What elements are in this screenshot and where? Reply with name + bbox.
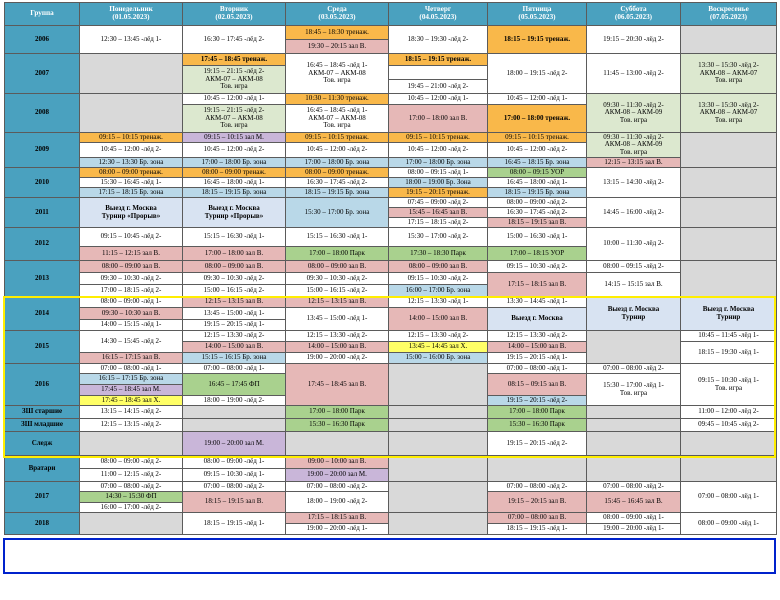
cell-2014-fri-b: Выезд г. Москва	[488, 308, 587, 331]
cell-2013-thu-c: 16:00 – 17:00 Бр. зона	[389, 285, 488, 297]
cell-2012-sun	[681, 228, 777, 261]
cell-2016-mon-d: 17:45 – 18:45 зал Х.	[80, 396, 183, 406]
cell-2016-tue-c: 18:00 – 19:00 -лёд 2-	[183, 396, 286, 406]
cell-2013-fri-b: 17:15 – 18:15 зал В.	[488, 273, 587, 297]
cell-vrat-sat	[587, 456, 681, 482]
cell-2007-fri: 18:00 – 19:15 -лёд 2-	[488, 54, 587, 94]
cell-2009-tue-b: 10:45 – 12:00 -лёд 2-	[183, 143, 286, 158]
cell-2015-wed-c: 19:00 – 20:00 -лёд 2-	[286, 353, 389, 364]
cell-vrat-sun	[681, 456, 777, 482]
cell-zsh-st-tue	[183, 406, 286, 419]
cell-zsh-ml-fri: 15:30 – 16:30 Парк	[488, 419, 587, 432]
cell-2012-thu-a: 15:30 – 17:00 -лёд 2-	[389, 228, 488, 247]
header-day-tue: Вторник (02.05.2023)	[183, 3, 286, 26]
cell-2006-thu: 18:30 – 19:30 -лёд 2-	[389, 26, 488, 54]
cell-zsh-st-wed: 17:00 – 18:00 Парк	[286, 406, 389, 419]
cell-2013-tue-c: 15:00 – 16:15 -лёд 2-	[183, 285, 286, 297]
cell-2008-fri-a: 10:45 – 12:00 -лёд 1-	[488, 94, 587, 105]
cell-2014-tue-c: 19:15 – 20:15 -лёд 1-	[183, 320, 286, 331]
cell-2009-wed-c: 17:00 – 18:00 Бр. зона	[286, 158, 389, 168]
cell-2012-thu-b: 17:30 – 18:30 Парк	[389, 247, 488, 261]
cell-2016-fri-c: 19:15 – 20:15 -лёд 2-	[488, 396, 587, 406]
cell-2009-thu-b: 10:45 – 12:00 -лёд 2-	[389, 143, 488, 158]
cell-2013-mon-a: 08:00 – 09:00 зал В.	[80, 261, 183, 273]
cell-2006-tue: 16:30 – 17:45 -лёд 2-	[183, 26, 286, 54]
cell-2008-sun: 13:30 – 15:30 -лёд 2- АКМ-08 – АКМ-07 Тов. игра	[681, 94, 777, 133]
cell-2008-thu-a: 10:45 – 12:00 -лёд 1-	[389, 94, 488, 105]
cell-2015-mon-b: 16:15 – 17:15 зал В.	[80, 353, 183, 364]
cell-2018-wed-b: 19:00 – 20:00 -лёд 1-	[286, 524, 389, 535]
cell-2018-fri-a: 07:00 – 08:00 зал В.	[488, 513, 587, 524]
cell-2012-mon-b: 11:15 – 12:15 зал В.	[80, 247, 183, 261]
cell-2011-sat: 14:45 – 16:00 -лёд 2-	[587, 198, 681, 228]
header-day-sat: Суббота (06.05.2023)	[587, 3, 681, 26]
cell-2010-mon-b: 15:30 – 16:45 -лёд 1-	[80, 178, 183, 188]
cell-zsh-ml-mon: 12:15 – 13:15 -лёд 2-	[80, 419, 183, 432]
cell-2010-thu-c: 19:15 – 20:15 тренаж.	[389, 188, 488, 198]
cell-2013-wed-c: 15:00 – 16:15 -лёд 2-	[286, 285, 389, 297]
cell-vrat-wed-a: 09:00 – 10:00 зал В.	[286, 456, 389, 469]
cell-2009-sat-a: 09:30 – 11:30 -лёд 2- АКМ-08 – АКМ-09 Тов. игра	[587, 133, 681, 158]
cell-2011-fri-a: 08:00 – 09:00 -лёд 2-	[488, 198, 587, 208]
header-day-fri: Пятница (05.05.2023)	[488, 3, 587, 26]
cell-2013-sat-a: 08:00 – 09:15 -лёд 2-	[587, 261, 681, 273]
cell-2014-wed-a: 12:15 – 13:15 зал В.	[286, 297, 389, 308]
cell-vrat-fri	[488, 456, 587, 482]
cell-2006-sun	[681, 26, 777, 54]
cell-zsh-ml-wed: 15:30 – 16:30 Парк	[286, 419, 389, 432]
cell-2014-mon-b: 09:30 – 10:30 зал В.	[80, 308, 183, 320]
cell-2010-sun	[681, 168, 777, 198]
cell-2009-fri-c: 16:45 – 18:15 Бр. зона	[488, 158, 587, 168]
cell-2017-tue-b: 18:15 – 19:15 зал В.	[183, 492, 286, 513]
group-2016: 2016	[5, 364, 80, 406]
cell-2009-mon-a: 09:15 – 10:15 тренаж.	[80, 133, 183, 143]
cell-2018-tue: 18:15 – 19:15 -лёд 1-	[183, 513, 286, 535]
cell-2012-mon-a: 09:15 – 10:45 -лёд 2-	[80, 228, 183, 247]
cell-2017-fri-a: 07:00 – 08:00 -лёд 2-	[488, 482, 587, 492]
header-day-sun: Воскресенье (07.05.2023)	[681, 3, 777, 26]
header-day-mon: Понедельник (01.05.2023)	[80, 3, 183, 26]
cell-vrat-tue-b: 09:15 – 10:30 -лёд 1-	[183, 469, 286, 482]
cell-zsh-st-mon: 13:15 – 14:15 -лёд 2-	[80, 406, 183, 419]
schedule-table	[4, 2, 777, 535]
cell-sled-fri: 19:15 – 20:15 -лёд 2-	[488, 432, 587, 456]
cell-2017-wed-a: 07:00 – 08:00 -лёд 2-	[286, 482, 389, 492]
cell-2018-sun: 08:00 – 09:00 -лёд 1-	[681, 513, 777, 535]
highlight-blue-frame	[3, 538, 776, 574]
cell-2009-fri-b: 10:45 – 12:00 -лёд 2-	[488, 143, 587, 158]
cell-2014-tue-a: 12:15 – 13:15 зал В.	[183, 297, 286, 308]
header-day-thu: Четверг (04.05.2023)	[389, 3, 488, 26]
cell-2018-wed-a: 17:15 – 18:15 зал В.	[286, 513, 389, 524]
cell-2009-mon-c: 12:30 – 13:30 Бр. зона	[80, 158, 183, 168]
cell-zsh-ml-sun: 09:45 – 10:45 -лёд 2-	[681, 419, 777, 432]
cell-zsh-st-thu	[389, 406, 488, 419]
cell-2016-mon-b: 16:15 – 17:15 Бр. зона	[80, 374, 183, 385]
group-2008: 2008	[5, 94, 80, 133]
cell-2009-sun	[681, 133, 777, 168]
cell-sled-sat	[587, 432, 681, 456]
cell-2007-thu-b: 19:45 – 21:00 -лёд 2-	[389, 80, 488, 94]
cell-2011-tue: Выезд г. Москва Турнир «Прорыв»	[183, 198, 286, 228]
cell-vrat-mon-a: 08:00 – 09:00 -лёд 2-	[80, 456, 183, 469]
cell-sled-wed	[286, 432, 389, 456]
cell-2018-thu	[389, 513, 488, 535]
group-2013: 2013	[5, 261, 80, 297]
group-2015: 2015	[5, 331, 80, 364]
cell-2018-sat-b: 19:00 – 20:00 -лёд 1-	[587, 524, 681, 535]
group-zsh-senior: ЗШ старшие	[5, 406, 80, 419]
cell-2015-thu-a: 12:15 – 13:30 -лёд 2-	[389, 331, 488, 342]
group-2011: 2011	[5, 198, 80, 228]
cell-2013-thu-b: 09:15 – 10:30 -лёд 2-	[389, 273, 488, 285]
cell-2010-wed-c: 18:15 – 19:15 Бр. зона	[286, 188, 389, 198]
group-2018: 2018	[5, 513, 80, 535]
cell-2011-thu-c: 17:15 – 18:15 -лёд 2-	[389, 218, 488, 228]
cell-2016-sat-b: 15:30 – 17:00 -лёд 1- Тов. игра	[587, 374, 681, 406]
cell-2015-thu-b: 13:45 – 14:45 зал Х.	[389, 342, 488, 353]
group-2006: 2006	[5, 26, 80, 54]
cell-2012-fri-a: 15:00 – 16:30 -лёд 1-	[488, 228, 587, 247]
cell-2017-fri-b: 19:15 – 20:15 зал В.	[488, 492, 587, 513]
cell-2013-tue-a: 08:00 – 09:00 зал В.	[183, 261, 286, 273]
cell-2013-thu-a: 08:00 – 09:00 зал В.	[389, 261, 488, 273]
cell-2013-tue-b: 09:30 – 10:30 -лёд 2-	[183, 273, 286, 285]
cell-2014-tue-b: 13:45 – 15:00 -лёд 1-	[183, 308, 286, 320]
cell-2008-tue-b: 19:15 – 21:15 -лёд 2- АКМ-07 – АКМ-08 Тов. игра	[183, 105, 286, 133]
cell-2014-thu-b: 14:00 – 15:00 зал В.	[389, 308, 488, 331]
cell-2017-tue-a: 07:00 – 08:00 -лёд 2-	[183, 482, 286, 492]
cell-2015-mon-a: 14:30 – 15:45 -лёд 2-	[80, 331, 183, 353]
cell-2016-sun: 09:15 – 10:30 -лёд 1- Тов. игра	[681, 364, 777, 406]
cell-2016-thu	[389, 364, 488, 406]
cell-2009-fri-a: 09:15 – 10:15 тренаж.	[488, 133, 587, 143]
cell-vrat-mon-b: 11:00 – 12:15 -лёд 2-	[80, 469, 183, 482]
cell-2010-mon-c: 17:15 – 18:15 Бр. зона	[80, 188, 183, 198]
cell-2010-tue-a: 08:00 – 09:00 тренаж.	[183, 168, 286, 178]
cell-2009-tue-a: 09:15 – 10:15 зал М.	[183, 133, 286, 143]
schedule-container	[4, 2, 777, 535]
cell-vrat-tue-a: 08:00 – 09:00 -лёд 1-	[183, 456, 286, 469]
header-row	[5, 3, 777, 26]
header-day-wed: Среда (03.05.2023)	[286, 3, 389, 26]
cell-2015-wed-a: 12:15 – 13:30 -лёд 2-	[286, 331, 389, 342]
cell-2011-mon: Выезд г. Москва Турнир «Прорыв»	[80, 198, 183, 228]
cell-2007-sat: 11:45 – 13:00 -лёд 2-	[587, 54, 681, 94]
cell-2008-sat: 09:30 – 11:30 -лёд 2- АКМ-08 – АКМ-09 Тов. игра	[587, 94, 681, 133]
cell-2012-tue-b: 17:00 – 18:00 зал В.	[183, 247, 286, 261]
group-zsh-junior: ЗШ младшие	[5, 419, 80, 432]
cell-2010-tue-c: 18:15 – 19:15 Бр. зона	[183, 188, 286, 198]
cell-2011-thu-a: 07:45 – 09:00 -лёд 2-	[389, 198, 488, 208]
cell-2008-tue-a: 10:45 – 12:00 -лёд 1-	[183, 94, 286, 105]
cell-2013-wed-b: 09:30 – 10:30 -лёд 2-	[286, 273, 389, 285]
header-group: Группа	[5, 3, 80, 26]
cell-2008-mon	[80, 94, 183, 133]
cell-2008-fri-b: 17:00 – 18:00 тренаж.	[488, 105, 587, 133]
cell-2014-thu-a: 12:15 – 13:30 -лёд 1-	[389, 297, 488, 308]
cell-2014-mon-c: 14:00 – 15:15 -лёд 1-	[80, 320, 183, 331]
cell-2007-tue-b: 19:15 – 21:15 -лёд 2- АКМ-07 – АКМ-08 Тов. игра	[183, 66, 286, 94]
cell-2007-tue-a: 17:45 – 18:45 тренаж.	[183, 54, 286, 66]
cell-2016-fri-a: 07:00 – 08:00 -лёд 1-	[488, 364, 587, 374]
cell-2016-mon-c: 17:45 – 18:45 зал М.	[80, 385, 183, 396]
cell-zsh-st-sat	[587, 406, 681, 419]
cell-2009-tue-c: 17:00 – 18:00 Бр. зона	[183, 158, 286, 168]
cell-zsh-ml-tue	[183, 419, 286, 432]
cell-2018-mon	[80, 513, 183, 535]
cell-2018-sat-a: 08:00 – 09:00 -лёд 1-	[587, 513, 681, 524]
cell-zsh-st-fri: 17:00 – 18:00 Парк	[488, 406, 587, 419]
cell-2015-sat	[587, 331, 681, 364]
cell-2014-mon-a: 08:00 – 09:00 -лёд 1-	[80, 297, 183, 308]
cell-vrat-wed-b: 19:00 – 20:00 зал М.	[286, 469, 389, 482]
cell-2010-mon-a: 08:00 – 09:00 тренаж.	[80, 168, 183, 178]
cell-2007-thu-gap	[389, 66, 488, 80]
cell-2017-sat-a: 07:00 – 08:00 -лёд 2-	[587, 482, 681, 492]
cell-2016-tue-b: 16:45 – 17:45 ФП	[183, 374, 286, 396]
cell-zsh-st-sun: 11:00 – 12:00 -лёд 2-	[681, 406, 777, 419]
cell-2006-wed-a: 18:45 – 18:30 тренаж.	[286, 26, 389, 40]
cell-2017-mon-a: 07:00 – 08:00 -лёд 2-	[80, 482, 183, 492]
cell-2012-fri-b: 17:00 – 18:15 УОР	[488, 247, 587, 261]
cell-2014-sun: Выезд г. Москва Турнир	[681, 297, 777, 331]
cell-2008-wed-a: 10:30 – 11:30 тренаж.	[286, 94, 389, 105]
cell-2014-wed-b: 13:45 – 15:00 -лёд 1-	[286, 308, 389, 331]
cell-2017-mon-c: 16:00 – 17:00 -лёд 2-	[80, 503, 183, 513]
cell-sled-thu	[389, 432, 488, 456]
group-2017: 2017	[5, 482, 80, 513]
group-2012: 2012	[5, 228, 80, 261]
cell-2015-fri-c: 19:15 – 20:15 -лёд 1-	[488, 353, 587, 364]
cell-2010-fri-a: 08:00 – 09:15 УОР	[488, 168, 587, 178]
cell-zsh-ml-sat	[587, 419, 681, 432]
cell-2015-sun-a: 10:45 – 11:45 -лёд 1-	[681, 331, 777, 342]
group-2009: 2009	[5, 133, 80, 168]
cell-2010-sat: 13:15 – 14:30 -лёд 2-	[587, 168, 681, 198]
cell-2013-mon-c: 17:00 – 18:15 -лёд 2-	[80, 285, 183, 297]
cell-2015-sun-b: 18:15 – 19:30 -лёд 1-	[681, 342, 777, 364]
cell-vrat-thu	[389, 456, 488, 482]
cell-2014-sat: Выезд г. Москва Турнир	[587, 297, 681, 331]
group-2014: 2014	[5, 297, 80, 331]
cell-2010-thu-a: 08:00 – 09:15 -лёд 1-	[389, 168, 488, 178]
cell-2006-wed-b: 19:30 – 20:15 зал В.	[286, 40, 389, 54]
cell-2008-thu-b: 17:00 – 18:00 зал В.	[389, 105, 488, 133]
cell-2006-sat: 19:15 – 20:30 -лёд 2-	[587, 26, 681, 54]
cell-2015-tue-c: 15:15 – 16:15 Бр. зона	[183, 353, 286, 364]
cell-2012-tue-a: 15:15 – 16:30 -лёд 1-	[183, 228, 286, 247]
cell-2011-wed: 15:30 – 17:00 Бр. зона	[286, 198, 389, 228]
cell-2007-thu-a: 18:15 – 19:15 тренаж.	[389, 54, 488, 66]
cell-2012-sat: 10:00 – 11:30 -лёд 2-	[587, 228, 681, 261]
cell-2015-tue-a: 12:15 – 13:30 -лёд 2-	[183, 331, 286, 342]
cell-2016-mon-a: 07:00 – 08:00 -лёд 1-	[80, 364, 183, 374]
cell-2013-sun	[681, 261, 777, 297]
cell-2015-thu-c: 15:00 – 16:00 Бр. зона	[389, 353, 488, 364]
cell-2011-fri-c: 18:15 – 19:15 зал В.	[488, 218, 587, 228]
cell-2016-wed: 17:45 – 18:45 зал В.	[286, 364, 389, 406]
cell-sled-mon	[80, 432, 183, 456]
cell-2013-mon-b: 09:30 – 10:30 -лёд 2-	[80, 273, 183, 285]
cell-sled-sun	[681, 432, 777, 456]
cell-2017-wed-b: 18:00 – 19:00 -лёд 2-	[286, 492, 389, 513]
group-goalies: Вратари	[5, 456, 80, 482]
cell-2016-fri-b: 08:15 – 09:15 зал В.	[488, 374, 587, 396]
cell-2017-sat-b: 15:45 – 16:45 зал В.	[587, 492, 681, 513]
cell-2015-wed-b: 14:00 – 15:00 зал В.	[286, 342, 389, 353]
cell-2017-sun: 07:00 – 08:00 -лёд 1-	[681, 482, 777, 513]
cell-2013-sat-b: 14:15 – 15:15 зал В.	[587, 273, 681, 297]
cell-2012-wed-b: 17:00 – 18:00 Парк	[286, 247, 389, 261]
cell-2009-mon-b: 10:45 – 12:00 -лёд 2-	[80, 143, 183, 158]
group-sledge: Следж	[5, 432, 80, 456]
cell-2010-wed-a: 08:00 – 09:00 тренаж.	[286, 168, 389, 178]
cell-2010-tue-b: 16:45 – 18:00 -лёд 1-	[183, 178, 286, 188]
cell-2009-wed-b: 10:45 – 12:00 -лёд 2-	[286, 143, 389, 158]
cell-2010-thu-b: 18:00 – 19:00 Бр. Зона	[389, 178, 488, 188]
cell-2007-mon	[80, 54, 183, 94]
cell-zsh-ml-thu	[389, 419, 488, 432]
cell-2007-wed: 16:45 – 18:45 -лёд 1- АКМ-07 – АКМ-08 Тов. игра	[286, 54, 389, 94]
cell-2010-fri-b: 16:45 – 18:00 -лёд 1-	[488, 178, 587, 188]
cell-2006-fri: 18:15 – 19:15 тренаж.	[488, 26, 587, 54]
cell-2010-fri-c: 18:15 – 19:15 Бр. зона	[488, 188, 587, 198]
cell-2015-tue-b: 14:00 – 15:00 зал В.	[183, 342, 286, 353]
cell-2009-thu-c: 17:00 – 18:00 Бр. зона	[389, 158, 488, 168]
cell-2016-tue-a: 07:00 – 08:00 -лёд 1-	[183, 364, 286, 374]
cell-2008-wed-b: 16:45 – 18:45 -лёд 1- АКМ-07 – АКМ-08 Тов. игра	[286, 105, 389, 133]
cell-2012-wed-a: 15:15 – 16:30 -лёд 1-	[286, 228, 389, 247]
cell-2017-mon-b: 14:30 – 15:30 ФП	[80, 492, 183, 503]
group-2010: 2010	[5, 168, 80, 198]
cell-2007-sun: 13:30 – 15:30 -лёд 2- АКМ-08 – АКМ-07 Тов. игра	[681, 54, 777, 94]
cell-sled-tue: 19:00 – 20:00 зал М.	[183, 432, 286, 456]
group-2007: 2007	[5, 54, 80, 94]
cell-2014-fri-a: 13:30 – 14:45 -лёд 1-	[488, 297, 587, 308]
cell-2011-sun	[681, 198, 777, 228]
cell-2009-thu-a: 09:15 – 10:15 тренаж.	[389, 133, 488, 143]
cell-2015-fri-b: 14:00 – 15:00 зал В.	[488, 342, 587, 353]
cell-2006-mon: 12:30 – 13:45 -лёд 1-	[80, 26, 183, 54]
cell-2013-fri-a: 09:15 – 10:30 -лёд 2-	[488, 261, 587, 273]
cell-2011-thu-b: 15:45 – 16:45 зал В.	[389, 208, 488, 218]
cell-2018-fri-b: 18:15 – 19:15 -лёд 1-	[488, 524, 587, 535]
cell-2009-sat-d: 12:15 – 13:15 зал В.	[587, 158, 681, 168]
cell-2016-sat-a: 07:00 – 08:00 -лёд 2-	[587, 364, 681, 374]
cell-2010-wed-b: 16:30 – 17:45 -лёд 2-	[286, 178, 389, 188]
cell-2011-fri-b: 16:30 – 17:45 -лёд 2-	[488, 208, 587, 218]
cell-2009-wed-a: 09:15 – 10:15 тренаж.	[286, 133, 389, 143]
cell-2013-wed-a: 08:00 – 09:00 зал В.	[286, 261, 389, 273]
cell-2017-thu	[389, 482, 488, 513]
cell-2015-fri-a: 12:15 – 13:30 -лёд 2-	[488, 331, 587, 342]
